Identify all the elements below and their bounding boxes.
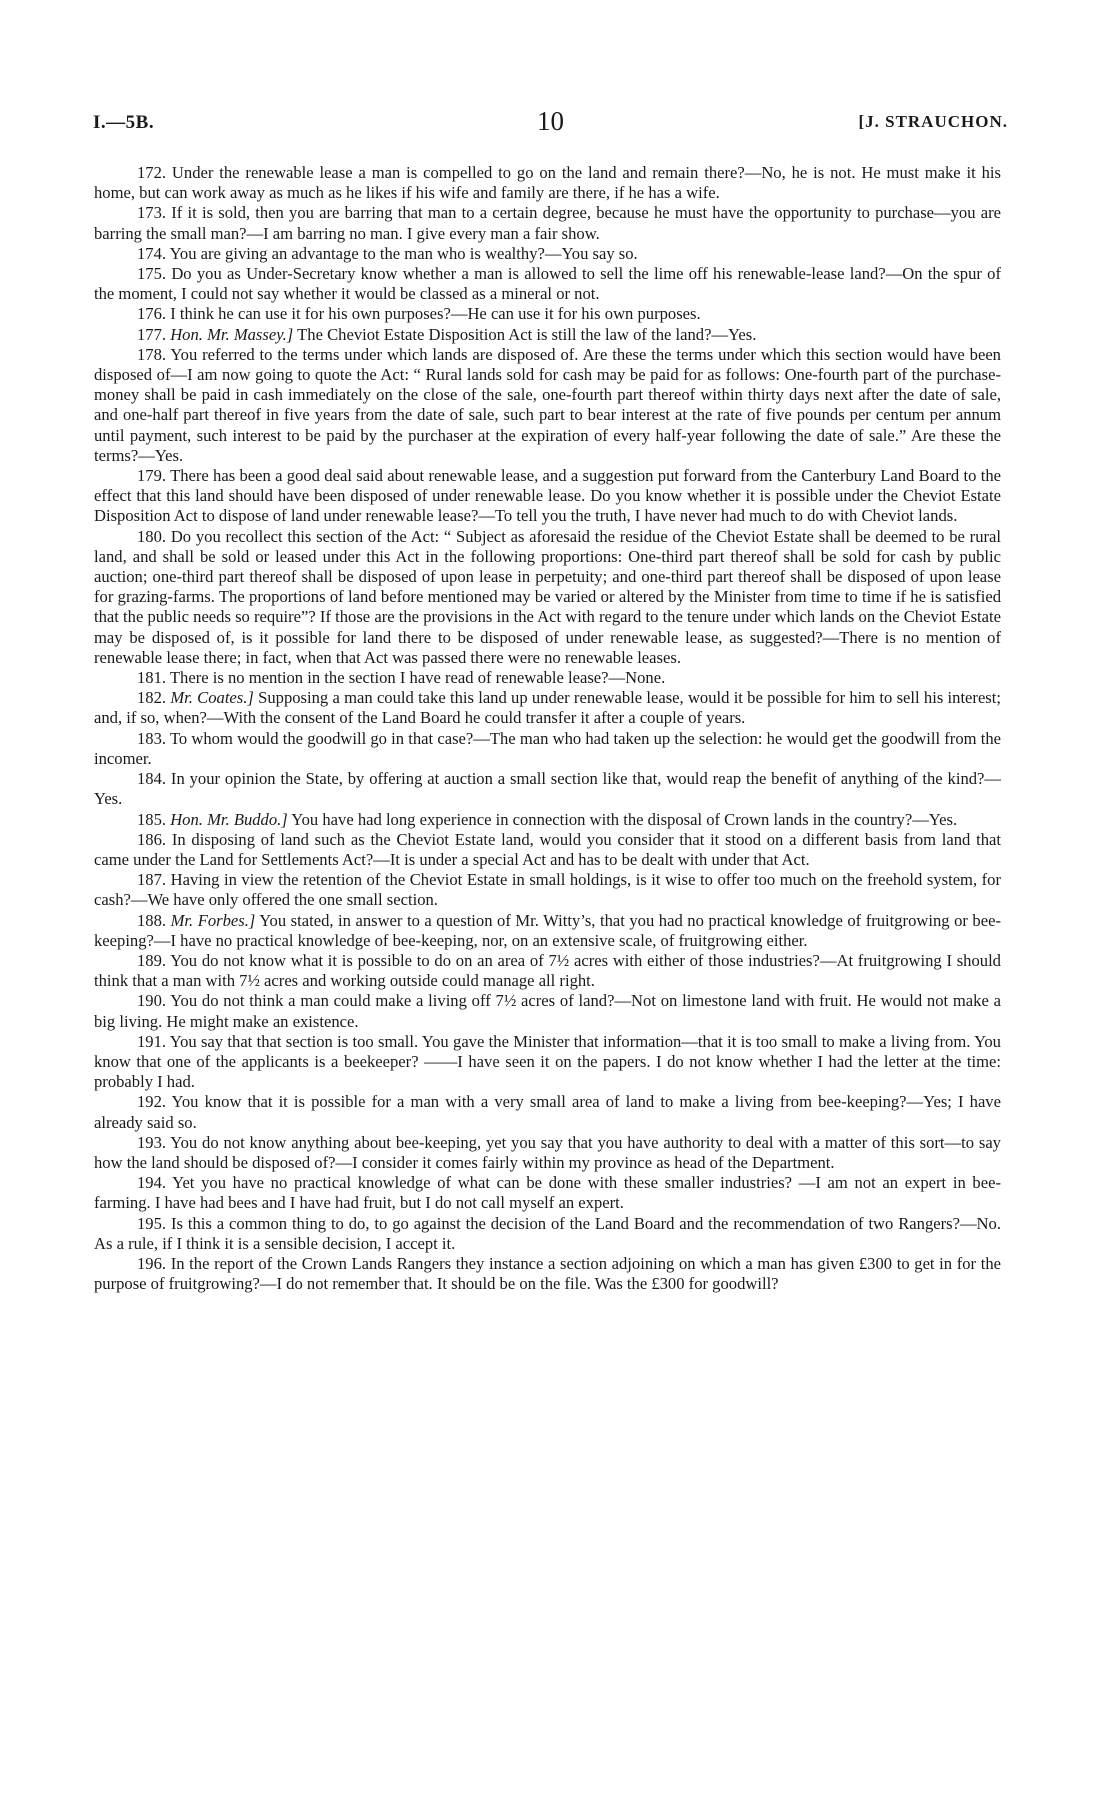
question-text: Do you as Under-Secretary know whether a man is allowed to sell the lime off his renewable-lease land?—On the spur of the moment, I could not say whether it would be classed as a mineral or not.	[94, 264, 1002, 304]
question-paragraph	[94, 527, 1001, 668]
question-paragraph	[94, 1092, 1001, 1132]
question-number: 172.	[137, 163, 167, 182]
question-number: 179.	[137, 466, 167, 486]
question-paragraph	[94, 1133, 1001, 1173]
question-text: The Cheviot Estate Disposition Act is still the law of the land?—Yes.	[297, 324, 757, 344]
question-number: 181.	[137, 668, 167, 688]
question-number: 192.	[137, 1092, 167, 1112]
question-text: You do not know anything about bee-keeping, yet you say that you have authority to deal with a matter of this sort—to say how the land should be disposed of?—I consider it comes fairly within my province as head of the Department.	[94, 1132, 1001, 1172]
question-number: 193.	[137, 1132, 167, 1152]
question-text: If it is sold, then you are barring that man to a certain degree, because he must have the opportunity to purchase—you are barring the small man?—I am barring no man. I give every man a fair show.	[94, 203, 1001, 243]
question-text: I think he can use it for his own purposes?—He can use it for his own purposes.	[170, 304, 701, 324]
question-paragraph	[94, 466, 1001, 527]
question-number: 185.	[137, 809, 167, 829]
question-number: 173.	[137, 203, 167, 223]
question-text: You stated, in answer to a question of Mr. Witty’s, that you had no practical knowledge of fruitgrowing or bee-keeping?—I have no practical knowledge of bee-keeping, nor, on an extensive scale, of fruitgrowing either.	[94, 910, 1001, 950]
parliamentary-paper-ref: I.—5B.	[93, 112, 155, 133]
question-number: 175.	[137, 264, 167, 284]
question-number: 196.	[137, 1253, 167, 1273]
question-paragraph	[94, 1254, 1001, 1294]
question-paragraph	[94, 244, 1001, 264]
witness-name: [J. STRAUCHON.	[858, 112, 1008, 131]
question-paragraph	[94, 810, 1001, 830]
question-paragraph	[94, 1214, 1001, 1254]
page-header	[93, 106, 1008, 140]
question-paragraph	[94, 203, 1001, 243]
question-paragraph	[94, 870, 1001, 910]
speaker-name: Hon. Mr. Buddo.]	[170, 809, 288, 829]
question-number: 177.	[137, 324, 167, 344]
question-text: You know that it is possible for a man with a very small area of land to make a living from bee-keeping?—Yes; I have already said so.	[94, 1092, 1001, 1132]
question-paragraph	[94, 325, 1001, 345]
question-text: There is no mention in the section I have read of renewable lease?—None.	[169, 668, 666, 688]
question-number: 189.	[137, 950, 167, 970]
question-paragraph	[94, 729, 1001, 769]
question-number: 184.	[137, 769, 167, 789]
question-number: 195.	[137, 1213, 167, 1233]
question-text: Yet you have no practical knowledge of what can be done with these smaller industries? —I am not an expert in bee-farming. I have had bees and I have had fruit, but I do not call myself an expert.	[94, 1173, 1001, 1213]
question-text: In disposing of land such as the Cheviot Estate land, would you consider that it stood on a different basis from land that came under the Land for Settlements Act?—It is under a special Act and has to be dealt with under that Act.	[94, 829, 1001, 869]
question-number: 178.	[137, 344, 167, 364]
question-number: 186.	[137, 829, 167, 849]
speaker-name: Mr. Coates.]	[170, 688, 254, 708]
question-text: Having in view the retention of the Cheviot Estate in small holdings, is it wise to offer too much on the freehold system, for cash?—We have only offered the one small section.	[94, 870, 1001, 910]
question-text: To whom would the goodwill go in that case?—The man who had taken up the selection: he would get the goodwill from the incomer.	[94, 728, 1001, 768]
question-text: Supposing a man could take this land up under renewable lease, would it be possible for him to sell his interest; and, if so, when?—With the consent of the Land Board he could transfer it after a couple of years.	[94, 688, 1001, 728]
question-text: There has been a good deal said about renewable lease, and a suggestion put forward from the Canterbury Land Board to the effect that this land should have been disposed of under renewable lease. Do you know whether it is possible under the Cheviot Estate Disposition Act to dispose of land under renewable lease?—To tell you the truth, I have never had much to do with Cheviot lands.	[94, 466, 1001, 526]
question-number: 182.	[137, 688, 167, 708]
question-number: 183.	[137, 728, 167, 748]
question-number: 194.	[137, 1173, 167, 1193]
question-text: You do not know what it is possible to do on an area of 7½ acres with either of those industries?—At fruitgrowing I should think that a man with 7½ acres and working outside could manage all right.	[94, 950, 1001, 991]
question-text: Is this a common thing to do, to go against the decision of the Land Board and the recommendation of two Rangers?—No. As a rule, if I think it is a sensible decision, I accept it.	[94, 1213, 1001, 1253]
question-text: You say that that section is too small. You gave the Minister that information—that it is too small to make a living from. You know that one of the applicants is a beekeeper? ——I have seen it on the papers. I do not know whether I had the letter at the time: probably I had.	[94, 1031, 1001, 1092]
question-paragraph	[94, 1032, 1001, 1093]
transcript-body	[94, 163, 1001, 1294]
question-number: 190.	[137, 991, 167, 1011]
question-paragraph	[94, 345, 1001, 466]
speaker-name: Hon. Mr. Massey.]	[170, 324, 294, 344]
question-paragraph	[94, 688, 1001, 728]
question-paragraph	[94, 991, 1001, 1031]
question-paragraph	[94, 304, 1001, 324]
question-number: 174.	[137, 243, 167, 263]
question-text: You are giving an advantage to the man who is wealthy?—You say so.	[169, 243, 638, 263]
question-text: You do not think a man could make a living off 7½ acres of land?—Not on limestone land with fruit. He would not make a big living. He might make an existence.	[94, 991, 1001, 1031]
speaker-name: Mr. Forbes.]	[170, 910, 256, 930]
question-paragraph	[94, 830, 1001, 870]
page-number: 10	[537, 106, 564, 136]
question-text: You referred to the terms under which lands are disposed of. Are these the terms under which this section would have been disposed of—I am now going to quote the Act: “ Rural lands sold for cash may be paid for as follows: One-fourth part of the purchase-money shall be paid in cash immediately on the close of the sale, one-fourth part thereof within thirty days next after the date of sale, and one-half part thereof in five years from the date of sale, such part to bear interest at the rate of five pounds per centum per annum until payment, such interest to be paid by the purchaser at the expiration of every half-year following the date of sale.” Are these the terms?—Yes.	[94, 344, 1001, 465]
question-number: 176.	[137, 304, 167, 324]
question-text: In your opinion the State, by offering at auction a small section like that, would reap the benefit of anything of the kind?—Yes.	[94, 769, 1001, 809]
question-text: Do you recollect this section of the Act: “ Subject as aforesaid the residue of the Cheviot Estate shall be deemed to be rural land, and shall be sold or leased under this Act in the following proportions: One-third part thereof shall be sold for cash by public auction; one-third part thereof shall be disposed of upon lease in perpetuity; and one-third part thereof shall be disposed of upon lease for grazing-farms. The proportions of land before mentioned may be varied or altered by the Minister from time to time if he is satisfied that the public needs so require”? If those are the provisions in the Act with regard to the tenure under which lands on the Cheviot Estate may be disposed of, is it possible for land there to be disposed of under renewable lease, as suggested?—There is no mention of renewable lease there; in fact, when that Act was passed there were no renewable leases.	[94, 526, 1001, 667]
question-paragraph	[94, 951, 1001, 991]
question-paragraph	[94, 668, 1001, 688]
question-paragraph	[94, 264, 1001, 304]
question-paragraph	[94, 911, 1001, 951]
question-paragraph	[94, 163, 1001, 203]
question-text: You have had long experience in connection with the disposal of Crown lands in the country?—Yes.	[291, 809, 958, 829]
question-number: 187.	[137, 870, 167, 890]
question-paragraph	[94, 769, 1001, 809]
question-text: In the report of the Crown Lands Rangers they instance a section adjoining on which a man has given £300 to get in for the purpose of fruitgrowing?—I do not remember that. It should be on the file. Was the £300 for goodwill?	[94, 1253, 1002, 1294]
question-text: Under the renewable lease a man is compelled to go on the land and remain there?—No, he is not. He must make it his home, but can work away as much as he likes if his wife and family are there, if he has a wife.	[94, 163, 1001, 203]
question-number: 180.	[137, 526, 167, 546]
question-number: 188.	[137, 910, 167, 930]
question-paragraph	[94, 1173, 1001, 1213]
question-number: 191.	[137, 1031, 167, 1051]
